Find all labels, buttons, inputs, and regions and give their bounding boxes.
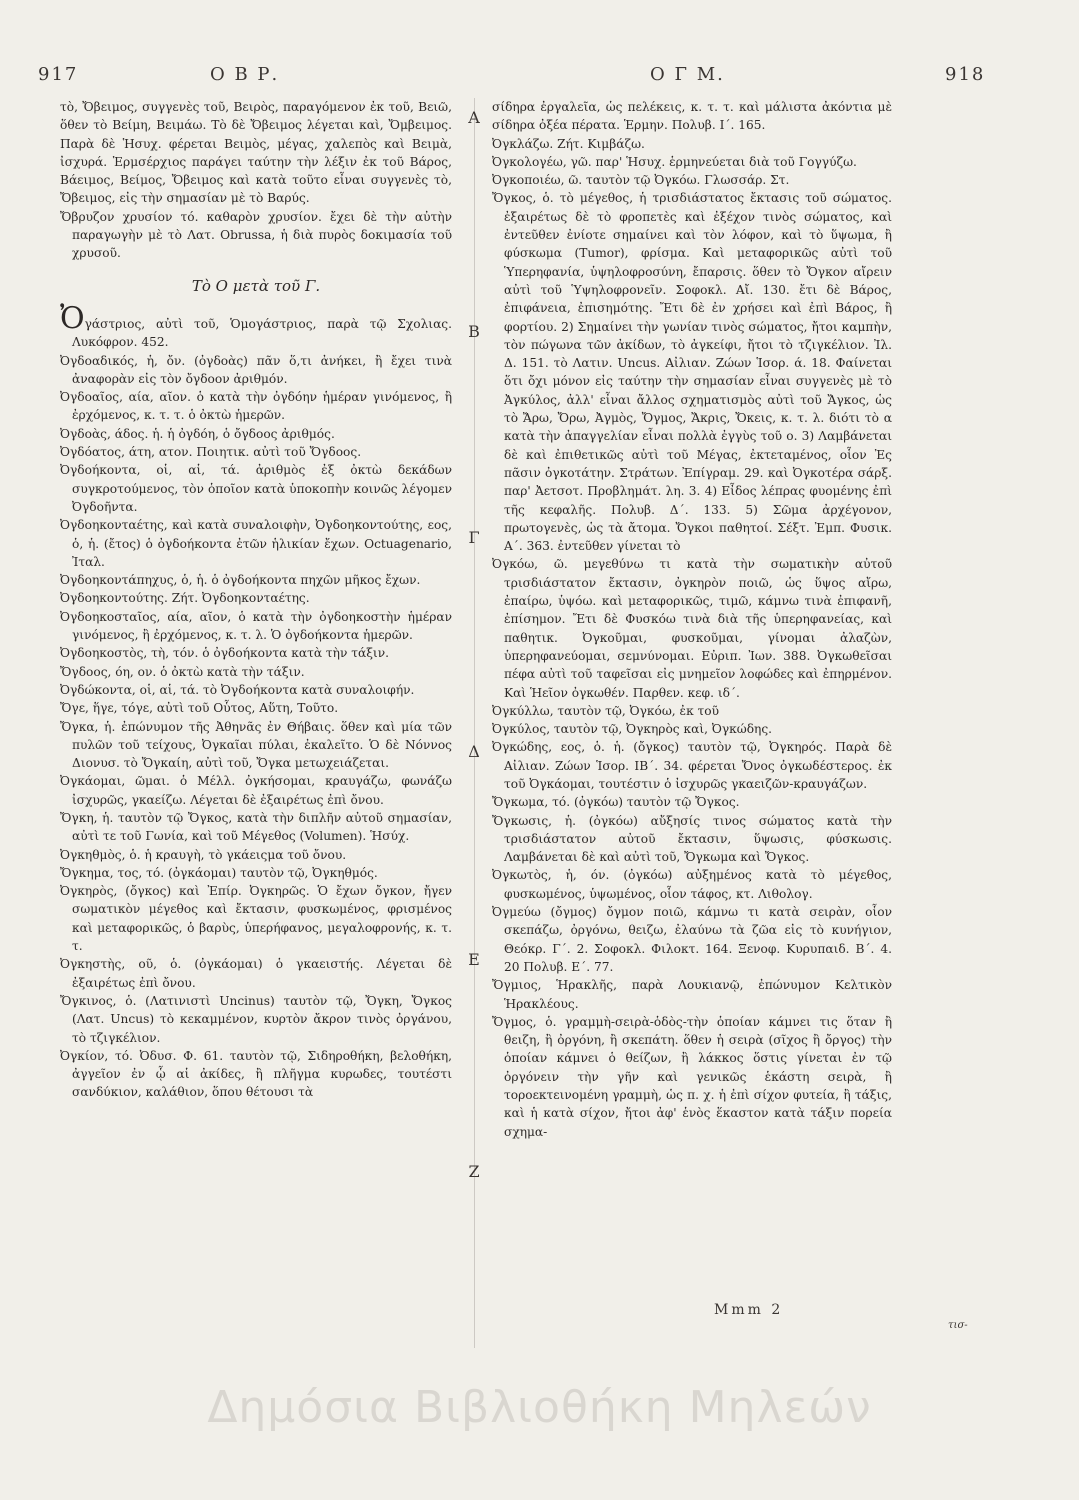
dictionary-entry: Ὀγδοηκοστὸς, τὴ, τόν. ὁ ὀγδοήκοντα κατὰ τὴν τάξιν. bbox=[60, 646, 389, 661]
right-column bbox=[492, 98, 892, 1141]
dictionary-entry: Ὀγκύλος, ταυτὸν τῷ, Ὀγκηρὸς καὶ, Ὀγκώδης. bbox=[492, 722, 773, 737]
dictionary-entry: Ὀγκηστὴς, οῦ, ὁ. (ὀγκάομαι) ὁ γκαειστής. Λέγεται δὲ ἐξαιρέτως ἐπὶ ὄνου. bbox=[60, 957, 452, 990]
dictionary-entry: Ὀγκάομαι, ῶμαι. ὁ Μέλλ. ὀγκήσομαι, κραυγάζω, φωνάζω ἰσχυρῶς, γκαείζω. Λέγεται δὲ ἐξαιρέτως ἐπὶ ὄνου. bbox=[60, 774, 452, 807]
dictionary-entry: Ὄγκινος, ὁ. (Λατινιστὶ Uncinus) ταυτὸν τῷ, Ὄγκη, Ὄγκος (Λατ. Uncus) τὸ κεκαμμένον, κυρτὸν ἄκρον τινὸς ὀργάνου, τὸ τζιγκέλιον. bbox=[60, 993, 452, 1045]
left-running-head: Ο Β Ρ. bbox=[210, 64, 280, 85]
dictionary-entry: Ὀγάστριος, αὐτὶ τοῦ, Ὁμογάστριος, παρὰ τῷ Σχολιας. Λυκόφρον. 452. bbox=[60, 300, 452, 350]
margin-letter-b: Β bbox=[468, 322, 480, 341]
section-heading: Τὸ Ο μετὰ τοῦ Γ. bbox=[191, 276, 321, 295]
dictionary-entry: Ὀγκωτὸς, ἡ, όν. (ὀγκόω) αὐξημένος κατὰ τὸ μέγεθος, φυσκωμένος, ὑψωμένος, οἷον τάφος, κτ. Λιθολογ. bbox=[492, 868, 892, 901]
dictionary-entry: Ὀγδοηκονταέτης, καὶ κατὰ συναλοιφὴν, Ὀγδοηκοντούτης, εος, ὁ, ἡ. (ἔτος) ὁ ὀγδοήκοντα ἐτῶν ἡλικίαν ἔχων. Octuagenario, Ἰταλ. bbox=[60, 518, 452, 569]
dictionary-entry: Ὀγδοηκοντούτης. Ζήτ. Ὀγδοηκονταέτης. bbox=[60, 591, 310, 606]
dictionary-entry: Ὀγδοαδικός, ἡ, ὄν. (ὀγδοὰς) πᾶν ὅ,τι ἀνήκει, ἢ ἔχει τινὰ ἀναφορὰν εἰς τὸν ὄγδοον ἀριθμόν. bbox=[60, 353, 452, 386]
dictionary-entry: Ὀγμεύω (ὄγμος) ὄγμον ποιῶ, κάμνω τι κατὰ σειρὰν, οἷον σκεπάζω, ὀργόνω, θειζω, ἐλαύνω τὰ ζῶα εἰς τὸ κυνήγιον, Θεόκρ. Γ΄. 2. Σοφοκλ. Φιλοκτ. 164. Ξενοφ. Κυρυπαιδ. Β΄. 4. 20 Πολυβ. Ε΄. 77. bbox=[492, 905, 892, 974]
library-watermark: Δημόσια Βιβλιοθήκη Μηλεών bbox=[207, 1382, 872, 1433]
dictionary-entry: Ὄγδοος, όη, ον. ὁ ὀκτὼ κατὰ τὴν τάξιν. bbox=[60, 664, 305, 679]
dictionary-entry: Ὀγδοὰς, άδος. ἡ. ἡ ὀγδόη, ὁ ὄγδοος ἀριθμός. bbox=[60, 426, 335, 441]
dictionary-entry: Ὀγκίον, τό. Ὀδυσ. Φ. 61. ταυτὸν τῷ, Σιδηροθήκη, βελοθήκη, ἀγγεῖον ἐν ᾧ αἱ ἀκίδες, ἢ πλῆγμα κυρωδες, τουτέστι σανδύκιον, καλάθιον, ὅπου θέτουσι τὰ bbox=[60, 1048, 452, 1100]
catchword: τισ- bbox=[948, 1320, 968, 1331]
dictionary-entry: Ὀγκοποιέω, ῶ. ταυτὸν τῷ Ὀγκόω. Γλωσσάρ. Στ. bbox=[492, 173, 790, 188]
dictionary-entry: Ὄγκη, ἡ. ταυτὸν τῷ Ὄγκος, κατὰ τὴν διπλῆν αὐτοῦ σημασίαν, αὐτὶ τε τοῦ Γωνία, καὶ τοῦ Μέγεθος (Volumen). Ἡσύχ. bbox=[60, 810, 452, 844]
right-page-number: 918 bbox=[945, 64, 986, 85]
left-page-number: 917 bbox=[38, 64, 79, 85]
dictionary-entry: Ὀγδόατος, άτη, ατον. Ποιητικ. αὐτὶ τοῦ Ὄγδοος. bbox=[60, 445, 362, 460]
dictionary-entry: Ὄγμιος, Ἡρακλῆς, παρὰ Λουκιανῷ, ἐπώνυμον Κελτικὸν Ἡρακλέους. bbox=[492, 978, 892, 1011]
margin-letter-a: Α bbox=[468, 108, 480, 127]
dictionary-entry: Ὀγδοαῖος, αία, αῖον. ὁ κατὰ τὴν ὀγδόην ἡμέραν γινόμενος, ἢ ἐρχόμενος, κ. τ. τ. ὁ ὀκτὼ ἡμερῶν. bbox=[60, 390, 452, 423]
dictionary-entry: Ὀγδοηκοσταῖος, αία, αῖον, ὁ κατὰ τὴν ὀγδοηκοστὴν ἡμέραν γινόμενος, ἢ ἐρχόμενος, κ. τ. λ. Ὁ ὀγδοήκοντα ἡμερῶν. bbox=[60, 609, 452, 643]
dictionary-entry: σίδηρα ἐργαλεῖα, ὡς πελέκεις, κ. τ. τ. καὶ μάλιστα ἀκόντια μὲ σίδηρα ὀξέα πέρατα. Ἑρμην. Πολυβ. Ι΄. 165. bbox=[492, 100, 892, 133]
dictionary-entry: Ὀγκλάζω. Ζήτ. Κιμβάζω. bbox=[492, 136, 645, 151]
margin-letter-g: Γ bbox=[468, 528, 480, 547]
dictionary-entry: Ὀγκόω, ῶ. μεγεθύνω τι κατὰ τὴν σωματικὴν αὐτοῦ τρισδιάστατον ἔκτασιν, ὀγκηρὸν ποιῶ, ὡς ὕψος αἴρω, ἐπαίρω, ὑψόω. καὶ μεταφορικῶς, τιμῶ, κάμνω τινὰ ἐπιφανῆ, ἐπίσημον. Ἔτι δὲ Φυσκόω τινὰ διὰ τῆς ὑπερηφανείας, καὶ παθητικ. Ὀγκοῦμαι, φυσκοῦμαι, γίνομαι ἀλαζὼν, ὑπερηφανεύομαι, σεμνύνομαι. Εὐριπ. Ἰων. 388. Ὀγκωθεῖσαι πέφα αὐτὶ τοῦ ταφεῖσαι εἰς μνημεῖον λοφώδες καὶ ἐπηρμένον. Καὶ Ἡεῖον ὀγκωθέν. Παρθεν. κεφ. ιδ΄. bbox=[492, 557, 892, 700]
margin-letter-e: Ε bbox=[468, 950, 480, 969]
margin-letter-z: Ζ bbox=[468, 1162, 480, 1181]
dictionary-entry: Ὄγκωμα, τό. (ὀγκόω) ταυτὸν τῷ Ὄγκος. bbox=[492, 795, 740, 810]
dictionary-entry: Ὄβρυζον χρυσίον τό. καθαρὸν χρυσίον. ἔχει δὲ τὴν αὐτὴν παραγωγὴν μὲ τὸ Λατ. Obrussa, ἡ διὰ πυρὸς δοκιμασία τοῦ χρυσοῦ. bbox=[60, 209, 452, 261]
dictionary-entry: Ὀγδοηκοντάπηχυς, ὁ, ἡ. ὁ ὀγδοήκοντα πηχῶν μῆκος ἔχων. bbox=[60, 573, 421, 588]
dictionary-entry: Ὀγδοήκοντα, οἱ, αἱ, τά. ἀριθμὸς ἐξ ὀκτὼ δεκάδων συγκροτούμενος, τὸν ὁποῖον κατὰ ὑποκοπὴν κοινῶς λέγομεν Ὀγδοῆντα. bbox=[60, 463, 452, 514]
dictionary-entry: Ὄγκωσις, ἡ. (ὀγκόω) αὔξησίς τινος σώματος κατὰ τὴν τρισδιάστατον αὐτοῦ ἔκτασιν, ὕψωσις, φύσκωσις. Λαμβάνεται δὲ καὶ αὐτὶ τοῦ, Ὄγκωμα καὶ Ὄγκος. bbox=[492, 813, 892, 865]
dictionary-entry: Ὀγκολογέω, γῶ. παρ' Ἡσυχ. ἑρμηνεύεται διὰ τοῦ Γογγύζω. bbox=[492, 154, 857, 169]
signature-mark: Mmm 2 bbox=[714, 1302, 784, 1318]
left-column bbox=[60, 98, 452, 1102]
dictionary-entry: Ὄγκος, ὁ. τὸ μέγεθος, ἡ τρισδιάστατος ἔκτασις τοῦ σώματος. ἐξαιρέτως δὲ τὸ φροπετὲς καὶ ἐξέχον τινὸς σώματος, καὶ ἐντεῦθεν ἐνίοτε σημαίνει καὶ τὸν λόφον, καὶ τὸ ὕψωμα, ἢ φύσκωμα (Tumor), φρίσμα. Καὶ μεταφορικῶς αὐτὶ τοῦ Ὑπερηφανία, ὑψηλοφροσύνη, ἔπαρσις. ὅθεν τὸ Ὄγκον αἴρειν αὐτὶ τοῦ Ὑψηλοφρονεῖν. Σοφοκλ. Αἴ. 130. ἔτι δὲ Βάρος, ἐπιφάνεια, ἐπισημότης. Ἔτι δὲ ἐν χρήσει καὶ ἐπὶ Βάρος, ἢ φορτίου. 2) Σημαίνει τὴν γωνίαν τινὸς σώματος, ἤτοι καμπὴν, τὸν πώγωνα τῶν ἀκίδων, τὸ ἀγκείφι, ἤτοι τὸ τζιγκέλιον. Ἰλ. Δ. 151. τὸ Λατιν. Uncus. Αἰλιαν. Ζώων Ἱσορ. ά. 18. Φαίνεται ὅτι ὄχι μόνον εἰς ταύτην τὴν σημασίαν εἶναι συγγενὲς μὲ τὸ Ἀγκύλος, ἀλλ' εἶναι ἄλλος σχηματισμὸς αὐτὶ τοῦ Ἄγκος, ὡς τὸ Ἄρω, Ὄρω, Ἀγμὸς, Ὄγμος, Ἄκρις, Ὄκεις, κ. τ. λ. διότι τὸ α κατὰ τὴν ἀπαγγελίαν εἶναι πολλὰ ἐγγὺς τοῦ ο. 3) Λαμβάνεται δὲ καὶ ἐπιθετικῶς αὐτὶ τοῦ Μέγας, ἐκτεταμένος, οἷον Ἐς πᾶσιν ὀγκοτάτην. Στράτων. Ἐπίγραμ. 29. καὶ Ὀγκοτέρα σάρξ. παρ' Ἀετσοτ. Προβλημάτ. λη. 3. 4) Εἶδος λέπρας φυομένης ἐπὶ τῆς κεφαλῆς. Πολυβ. Δ΄. 133. 5) Σῶμα ἀρχέγονον, πρωτογενὲς, ὡς τὰ ἄτομα. Ὄγκοι παθητοί. Σέξτ. Ἐμπ. Φυσικ. Α΄. 363. ἐντεῦθεν γίνεται τὸ bbox=[492, 191, 892, 554]
dictionary-entry: Ὀγκώδης, εος, ὁ. ἡ. (ὄγκος) ταυτὸν τῷ, Ὀγκηρός. Παρὰ δὲ Αἰλιαν. Ζώων Ἱσορ. ΙΒ΄. 34. φέρεται Ὄνος ὀγκωδέστερος. ἐκ τοῦ Ὀγκάομαι, τουτέστιν ὁ ἰσχυρῶς γκαειζῶν-κραυγάζων. bbox=[492, 740, 892, 791]
dictionary-entry: τὸ, Ὄβειμος, συγγενὲς τοῦ, Βειρὸς, παραγόμενον ἐκ τοῦ, Βειῶ, ὅθεν τὸ Βείμη, Βειμάω. Τὸ δὲ Ὄβειμος λέγεται καὶ, Ὄμβειμος. Παρὰ δὲ Ἡσυχ. φέρεται Βειμὸς, μέγας, χαλεπὸς καὶ Βειμὰ, ἰσχυρά. Ἑρμσέρχιος παράγει ταύτην τὴν λέξιν ἐκ τοῦ Βάρος, Βάειμος, Βείμος, Ὄβειμος καὶ κατὰ τοῦτο εἶναι συγγενὲς τὸ, Ὄβειμος, εἰς τὴν σημασίαν μὲ τὸ Βαρύς. bbox=[60, 100, 452, 206]
right-running-head: Ο Γ Μ. bbox=[650, 64, 725, 85]
column-divider bbox=[474, 98, 475, 1348]
dictionary-entry: Ὄγκα, ἡ. ἐπώνυμον τῆς Ἀθηνᾶς ἐν Θήβαις. ὅθεν καὶ μία τῶν πυλῶν τοῦ τείχους, Ὀγκαῖαι πύλαι, ἐκαλεῖτο. Ὁ δὲ Νόννος Διονυσ. τὸ Ὄγκαίη, αὐτὶ τοῦ, Ὄγκα μετωχειάζεται. bbox=[60, 719, 452, 771]
dictionary-entry: Ὀγκηθμὸς, ὁ. ἡ κραυγὴ, τὸ γκάειςμα τοῦ ὄνου. bbox=[60, 847, 347, 862]
dictionary-entry: Ὄγμος, ὁ. γραμμὴ-σειρὰ-ὁδὸς-τὴν ὁποίαν κάμνει τις ὅταν ἢ θειζη, ἢ ὀργόνη, ἢ σκεπάτη. ὅθεν ἡ σειρὰ (σῖχος ἢ ὄργος) τὴν ὁποίαν κάμνει ὁ θείζων, ἢ λάκκος ὅστις γίνεται ἐν τῷ ὀργόνειν τὴν γῆν καὶ γενικῶς ἑκάστη σειρὰ, ἢ τοροεκτεινομένη γραμμὴ, ὡς π. χ. ἡ ἐπὶ σίχον φυτεία, ἢ τάξις, καὶ ἡ κατὰ σίχον, ἤτοι ἀφ' ἑνὸς ἕκαστον κατὰ τάξιν πορεία σχημα- bbox=[492, 1014, 892, 1139]
margin-letter-d: Δ bbox=[468, 742, 480, 761]
dictionary-entry: Ὀγκηρὸς, (ὄγκος) καὶ Ἐπίρ. Ὀγκηρῶς. Ὁ ἔχων ὄγκον, ἤγεν σωματικὸν μέγεθος καὶ ἔκτασιν, φυσκωμένος, φρισμένος καὶ μεταφορικῶς, ὁ βαρὺς, ὑπερήφανος, μεγαλοφρονής, κ. τ. τ. bbox=[60, 884, 452, 954]
dictionary-entry: Ὀγκύλλω, ταυτὸν τῷ, Ὀγκόω, ἐκ τοῦ bbox=[492, 703, 720, 718]
dictionary-entry: Ὄγε, ἥγε, τόγε, αὐτὶ τοῦ Οὗτος, Αὕτη, Τοῦτο. bbox=[60, 701, 339, 716]
dictionary-entry: Ὄγκημα, τος, τό. (ὀγκάομαι) ταυτὸν τῷ, Ὀγκηθμός. bbox=[60, 865, 378, 880]
dictionary-entry: Ὀγδώκοντα, οἱ, αἱ, τά. τὸ Ὀγδοήκοντα κατὰ συναλοιφήν. bbox=[60, 682, 415, 697]
